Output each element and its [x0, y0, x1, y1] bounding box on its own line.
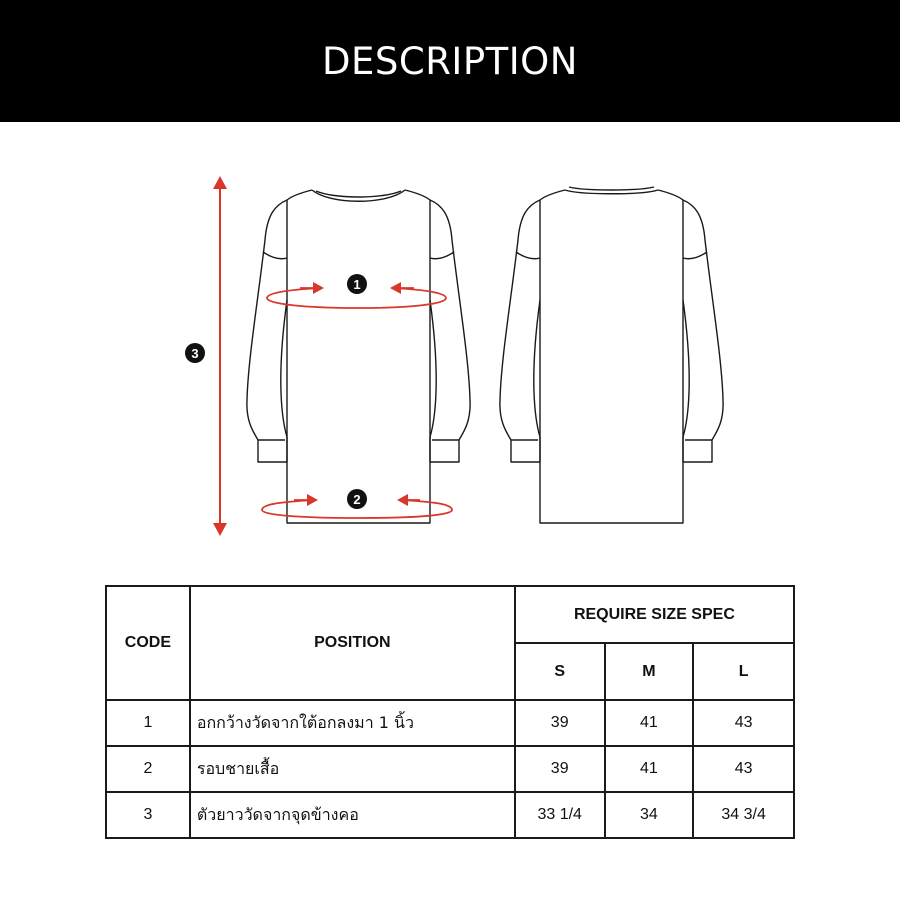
row-position: ตัวยาววัดจากจุดข้างคอ — [190, 792, 515, 838]
length-arrow — [213, 176, 227, 536]
marker-1 — [347, 274, 367, 294]
back-shirt-outline — [500, 187, 723, 523]
marker-2-label: 2 — [353, 492, 361, 507]
row-value-s: 39 — [515, 746, 605, 792]
row-value-s: 33 1/4 — [515, 792, 605, 838]
table-row — [106, 792, 794, 838]
row-value-s: 39 — [515, 700, 605, 746]
garment-diagram — [0, 122, 900, 572]
row-value-m: 41 — [605, 746, 694, 792]
row-code: 1 — [106, 700, 190, 746]
code-header: CODE — [106, 586, 190, 700]
row-code: 2 — [106, 746, 190, 792]
row-value-m: 34 — [605, 792, 694, 838]
marker-3 — [185, 343, 205, 363]
row-value-m: 41 — [605, 700, 694, 746]
marker-3-label: 3 — [191, 346, 199, 361]
table-row — [106, 700, 794, 746]
row-value-l: 43 — [693, 746, 794, 792]
size-spec-table — [105, 585, 795, 839]
header-bar — [0, 0, 900, 122]
marker-1-label: 1 — [353, 277, 361, 292]
row-value-l: 43 — [693, 700, 794, 746]
marker-2 — [347, 489, 367, 509]
size-m-header: M — [605, 643, 694, 700]
page-title: DESCRIPTION — [322, 39, 578, 83]
size-l-header: L — [693, 643, 794, 700]
row-value-l: 34 3/4 — [693, 792, 794, 838]
size-spec-header: REQUIRE SIZE SPEC — [515, 586, 794, 643]
row-code: 3 — [106, 792, 190, 838]
row-position: อกกว้างวัดจากใต้อกลงมา 1 นิ้ว — [190, 700, 515, 746]
size-s-header: S — [515, 643, 605, 700]
row-position: รอบชายเสื้อ — [190, 746, 515, 792]
position-header: POSITION — [190, 586, 515, 700]
front-shirt-outline — [247, 190, 470, 523]
table-row — [106, 746, 794, 792]
